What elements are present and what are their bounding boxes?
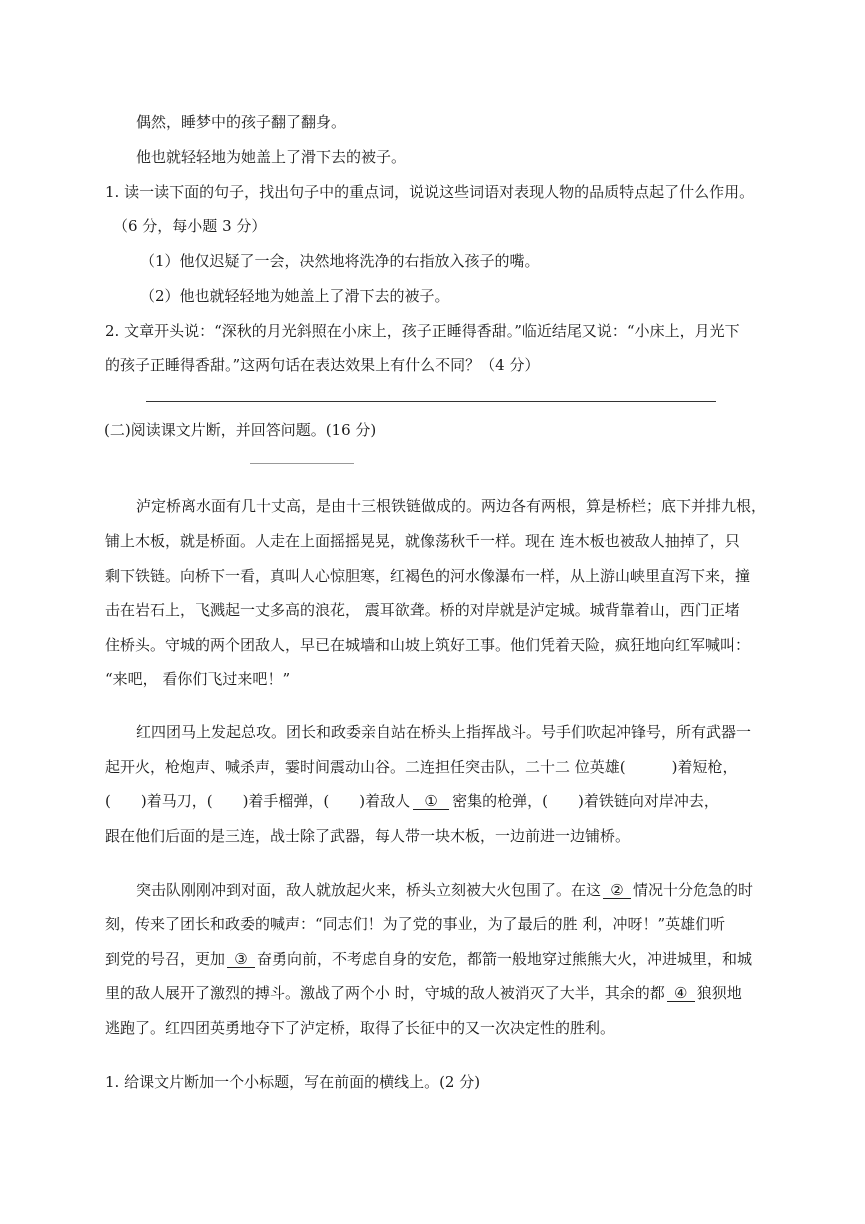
paragraph-line	[105, 983, 742, 1003]
text-run: 狼狈地	[696, 984, 742, 1002]
question-2: 2. 文章开头说：“深秋的月光斜照在小床上，孩子正睡得香甜。”临近结尾又说：“小床上，月光下	[105, 322, 740, 340]
paragraph-line: 泸定桥离水面有几十丈高，是由十三根铁链做成的。两边各有两根，算是桥栏；底下并排九根，	[136, 497, 767, 515]
paragraph-line	[105, 757, 737, 777]
text-run: )着马刀，(	[140, 792, 213, 810]
text-run: )着铁链向对岸冲去，	[578, 792, 719, 810]
paragraph-line: 刻，传来了团长和政委的喊声：“同志们！为了党的事业，为了最后的胜 利，冲呀！”英雄们听	[105, 915, 726, 933]
text-run: (	[105, 792, 111, 810]
paragraph-line: 剩下铁链。向桥下一看，真叫人心惊胆寒，红褐色的河水像瀑布一样，从上游山峡里直泻下来，撞	[105, 567, 751, 585]
paragraph-line	[105, 791, 719, 811]
section-2-question-1: 1. 给课文片断加一个小标题，写在前面的横线上。(2 分)	[105, 1073, 481, 1091]
question-2-cont: 的孩子正睡得香甜。”这两句话在表达效果上有什么不同？（4 分）	[105, 356, 540, 374]
section-heading: (二)阅读课文片断，并回答问题。(16 分)	[104, 421, 377, 439]
paragraph-line: 铺上木板，就是桥面。人走在上面摇摇晃晃，就像荡秋千一样。现在 连木板也被敌人抽掉了，只	[105, 532, 740, 550]
text-run: 情况十分危急的时	[633, 881, 754, 899]
paragraph-line: 逃跑了。红四团英勇地夺下了泸定桥，取得了长征中的又一次决定性的胜利。	[105, 1019, 616, 1037]
question-1-score: （6 分，每小题 3 分）	[113, 217, 267, 235]
question-1-item-1: （1）他仅迟疑了一会，决然地将洗净的右指放入孩子的嘴。	[140, 252, 540, 270]
paragraph-line: 击在岩石上，飞溅起一丈多高的浪花， 震耳欲聋。桥的对岸就是泸定城。城背靠着山，西门正堵	[105, 601, 740, 619]
word-blank-2[interactable]: ②	[603, 882, 631, 899]
poem-line: 他也就轻轻地为她盖上了滑下去的被子。	[136, 148, 407, 166]
title-blank-line[interactable]	[250, 463, 354, 464]
answer-line[interactable]	[146, 401, 716, 402]
text-run: 里的敌人展开了激烈的搏斗。激战了两个小 时，守城的敌人被消灭了大半，其余的都	[105, 984, 665, 1002]
paragraph-line: 跟在他们后面的是三连，战士除了武器，每人带一块木板，一边前进一边铺桥。	[105, 827, 631, 845]
word-blank-1[interactable]: ①	[413, 793, 449, 810]
paragraph-line: 住桥头。守城的两个团敌人，早已在城墙和山坡上筑好工事。他们凭着天险，疯狂地向红军喊叫：	[105, 636, 751, 654]
word-blank-4[interactable]: ④	[667, 985, 695, 1002]
text-run: 起开火，枪炮声、喊杀声，霎时间震动山谷。二连担任突击队，二十二 位英雄(	[105, 758, 626, 776]
text-run: 到党的号召，更加	[105, 950, 226, 968]
word-blank-3[interactable]: ③	[227, 951, 255, 968]
text-run: )着手榴弹，(	[242, 792, 330, 810]
text-run: 突击队刚刚冲到对面，敌人就放起火来，桥头立刻被大火包围了。在这	[136, 881, 602, 899]
question-1-item-2: （2）他也就轻轻地为她盖上了滑下去的被子。	[140, 287, 450, 305]
poem-line: 偶然，睡梦中的孩子翻了翻身。	[136, 113, 347, 131]
paragraph-line: “来吧， 看你们飞过来吧！”	[105, 670, 291, 688]
paragraph-line: 红四团马上发起总攻。团长和政委亲自站在桥头上指挥战斗。号手们吹起冲锋号，所有武器一	[136, 723, 752, 741]
question-1: 1. 读一读下面的句子，找出句子中的重点词，说说这些词语对表现人物的品质特点起了什么作用。	[105, 183, 755, 201]
text-run: 奋勇向前，不考虑自身的安危，都箭一般地穿过熊熊大火，冲进城里，和城	[257, 950, 753, 968]
text-run: )着敌人	[359, 792, 411, 810]
paragraph-line	[105, 949, 752, 969]
paragraph-line	[136, 880, 753, 900]
text-run: 密集的枪弹，(	[452, 792, 549, 810]
text-run: )着短枪，	[671, 758, 738, 776]
